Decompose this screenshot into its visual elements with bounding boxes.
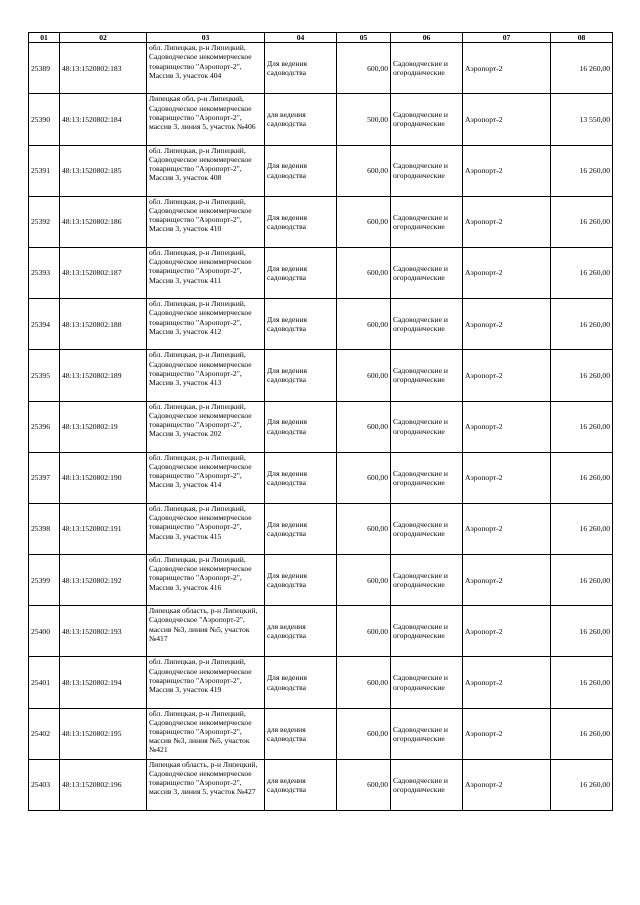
cell-category: Садоводческие и огороднические bbox=[391, 708, 463, 759]
table-row bbox=[29, 299, 613, 350]
cell-purpose: Для ведения садоводства bbox=[265, 43, 337, 94]
cell-cadastral-number: 48:13:1520802:183 bbox=[60, 43, 147, 94]
cell-value: 16 260,00 bbox=[551, 43, 613, 94]
cell-value: 16 260,00 bbox=[551, 196, 613, 247]
cell-cadastral-number: 48:13:1520802:189 bbox=[60, 350, 147, 401]
table-row bbox=[29, 145, 613, 196]
table-header-row bbox=[29, 33, 613, 43]
cell-cadastral-number: 48:13:1520802:196 bbox=[60, 759, 147, 810]
table-row bbox=[29, 503, 613, 554]
cell-zone: Аэропорт-2 bbox=[463, 43, 551, 94]
cell-purpose: Для ведения садоводства bbox=[265, 299, 337, 350]
column-header-02: 02 bbox=[60, 33, 147, 43]
cell-zone: Аэропорт-2 bbox=[463, 759, 551, 810]
cell-number: 25394 bbox=[29, 299, 60, 350]
cell-area: 600,00 bbox=[337, 247, 391, 298]
cell-cadastral-number: 48:13:1520802:188 bbox=[60, 299, 147, 350]
cell-area: 600,00 bbox=[337, 299, 391, 350]
cell-area: 500,00 bbox=[337, 94, 391, 145]
address-text: обл. Липецкая, р-н Липецкий, Садоводческое некоммерческое товарищество "Аэропорт-2", Массив 3, участок 412 bbox=[149, 299, 252, 336]
cell-cadastral-number: 48:13:1520802:193 bbox=[60, 606, 147, 657]
cell-zone: Аэропорт-2 bbox=[463, 145, 551, 196]
cell-area: 600,00 bbox=[337, 145, 391, 196]
cell-category: Садоводческие и огороднические bbox=[391, 350, 463, 401]
cell-value: 16 260,00 bbox=[551, 299, 613, 350]
cell-cadastral-number: 48:13:1520802:192 bbox=[60, 555, 147, 606]
cell-value: 16 260,00 bbox=[551, 503, 613, 554]
cell-purpose: Для ведения садоводства bbox=[265, 196, 337, 247]
table-row bbox=[29, 94, 613, 145]
address-text: обл. Липецкая, р-н Липецкий, Садоводческое некоммерческое товарищество "Аэропорт-2", Массив 3, участок 416 bbox=[149, 555, 252, 592]
cell-area: 600,00 bbox=[337, 401, 391, 452]
cell-address bbox=[147, 43, 265, 94]
table-row bbox=[29, 401, 613, 452]
cell-category: Садоводческие и огороднические bbox=[391, 94, 463, 145]
cell-category: Садоводческие и огороднические bbox=[391, 196, 463, 247]
cell-area: 600,00 bbox=[337, 43, 391, 94]
cell-category: Садоводческие и огороднические bbox=[391, 606, 463, 657]
address-text: Липецкая обл, р-н Липецкий, Садоводческое некоммерческое товарищество "Аэропорт-2", массив 3, линия 5, участок №406 bbox=[149, 94, 256, 131]
table-row bbox=[29, 759, 613, 810]
cell-cadastral-number: 48:13:1520802:186 bbox=[60, 196, 147, 247]
cell-value: 16 260,00 bbox=[551, 657, 613, 708]
cell-cadastral-number: 48:13:1520802:190 bbox=[60, 452, 147, 503]
cell-purpose: Для ведения садоводства bbox=[265, 452, 337, 503]
cell-number: 25396 bbox=[29, 401, 60, 452]
table-row bbox=[29, 452, 613, 503]
table-row bbox=[29, 247, 613, 298]
cell-category: Садоводческие и огороднические bbox=[391, 43, 463, 94]
cell-number: 25401 bbox=[29, 657, 60, 708]
cell-area: 600,00 bbox=[337, 196, 391, 247]
cell-area: 600,00 bbox=[337, 452, 391, 503]
cell-area: 600,00 bbox=[337, 657, 391, 708]
cell-number: 25399 bbox=[29, 555, 60, 606]
cell-category: Садоводческие и огороднические bbox=[391, 145, 463, 196]
cell-number: 25392 bbox=[29, 196, 60, 247]
cell-category: Садоводческие и огороднические bbox=[391, 503, 463, 554]
address-text: обл. Липецкая, р-н Липецкий, Садоводческое некоммерческое товарищество "Аэропорт-2", Массив 3, участок 415 bbox=[149, 503, 252, 541]
cell-purpose: для ведения садоводства bbox=[265, 94, 337, 145]
cell-address bbox=[147, 350, 265, 401]
table-row bbox=[29, 196, 613, 247]
cell-number: 25402 bbox=[29, 708, 60, 759]
cell-purpose: Для ведения садоводства bbox=[265, 401, 337, 452]
cell-area: 600,00 bbox=[337, 350, 391, 401]
cell-cadastral-number: 48:13:1520802:184 bbox=[60, 94, 147, 145]
address-text: обл. Липецкая, р-н Липецкий, Садоводческое некоммерческое товарищество "Аэропорт-2", Массив 3, участок 202 bbox=[149, 401, 252, 439]
cell-category: Садоводческие и огороднические bbox=[391, 657, 463, 708]
column-header-06: 06 bbox=[391, 33, 463, 43]
cell-address bbox=[147, 759, 265, 810]
cell-zone: Аэропорт-2 bbox=[463, 503, 551, 554]
cell-number: 25390 bbox=[29, 94, 60, 145]
table-row bbox=[29, 350, 613, 401]
cell-value: 16 260,00 bbox=[551, 145, 613, 196]
cell-zone: Аэропорт-2 bbox=[463, 606, 551, 657]
address-text: обл. Липецкая, р-н Липецкий, Садоводческое некоммерческое товарищество "Аэропорт-2", Массив 3, участок 410 bbox=[149, 196, 252, 234]
cell-purpose: Для ведения садоводства bbox=[265, 503, 337, 554]
cell-value: 16 260,00 bbox=[551, 350, 613, 401]
table-row bbox=[29, 43, 613, 94]
cell-area: 600,00 bbox=[337, 555, 391, 606]
cell-purpose: Для ведения садоводства bbox=[265, 350, 337, 401]
address-text: обл. Липецкая, р-н Липецкий, Садоводческое некоммерческое товарищество "Аэропорт-2", массив №3, линия №5, участок №421 bbox=[149, 708, 252, 755]
cell-zone: Аэропорт-2 bbox=[463, 94, 551, 145]
cell-number: 25395 bbox=[29, 350, 60, 401]
cell-address bbox=[147, 247, 265, 298]
cell-cadastral-number: 48:13:1520802:191 bbox=[60, 503, 147, 554]
cell-zone: Аэропорт-2 bbox=[463, 350, 551, 401]
cell-value: 16 260,00 bbox=[551, 401, 613, 452]
address-text: обл. Липецкая, р-н Липецкий, Садоводческое некоммерческое товарищество "Аэропорт-2", Массив 3, участок 411 bbox=[149, 247, 252, 285]
cell-zone: Аэропорт-2 bbox=[463, 555, 551, 606]
cell-purpose: для ведения садоводства bbox=[265, 759, 337, 810]
cell-zone: Аэропорт-2 bbox=[463, 299, 551, 350]
cell-number: 25398 bbox=[29, 503, 60, 554]
cell-number: 25400 bbox=[29, 606, 60, 657]
land-plots-table bbox=[28, 32, 613, 811]
cell-address bbox=[147, 606, 265, 657]
cell-value: 16 260,00 bbox=[551, 708, 613, 759]
cell-address bbox=[147, 708, 265, 759]
cell-category: Садоводческие и огороднические bbox=[391, 555, 463, 606]
cell-cadastral-number: 48:13:1520802:185 bbox=[60, 145, 147, 196]
column-header-05: 05 bbox=[337, 33, 391, 43]
cell-purpose: Для ведения садоводства bbox=[265, 657, 337, 708]
cell-cadastral-number: 48:13:1520802:195 bbox=[60, 708, 147, 759]
address-text: Липецкая область, р-н Липецкий, Садоводческое некоммерческое товарищество "Аэропорт-2", массив 3, линия 5, участок №427 bbox=[149, 759, 258, 797]
cell-address bbox=[147, 401, 265, 452]
cell-cadastral-number: 48:13:1520802:19 bbox=[60, 401, 147, 452]
cell-value: 16 260,00 bbox=[551, 759, 613, 810]
cell-value: 16 260,00 bbox=[551, 247, 613, 298]
cell-address bbox=[147, 94, 265, 145]
cell-zone: Аэропорт-2 bbox=[463, 247, 551, 298]
cell-area: 600,00 bbox=[337, 759, 391, 810]
document-page bbox=[28, 32, 613, 811]
cell-address bbox=[147, 555, 265, 606]
table-row bbox=[29, 606, 613, 657]
cell-category: Садоводческие и огороднические bbox=[391, 452, 463, 503]
address-text: обл. Липецкая, р-н Липецкий, Садоводческое некоммерческое товарищество "Аэропорт-2", Массив 3, участок 419 bbox=[149, 657, 252, 695]
cell-category: Садоводческие и огороднические bbox=[391, 247, 463, 298]
cell-number: 25389 bbox=[29, 43, 60, 94]
address-text: обл. Липецкая, р-н Липецкий, Садоводческое некоммерческое товарищество "Аэропорт-2", Массив 3, участок 408 bbox=[149, 145, 252, 183]
column-header-03: 03 bbox=[147, 33, 265, 43]
cell-number: 25393 bbox=[29, 247, 60, 298]
cell-category: Садоводческие и огороднические bbox=[391, 759, 463, 810]
cell-category: Садоводческие и огороднические bbox=[391, 401, 463, 452]
cell-address bbox=[147, 657, 265, 708]
column-header-01: 01 bbox=[29, 33, 60, 43]
cell-number: 25391 bbox=[29, 145, 60, 196]
cell-value: 16 260,00 bbox=[551, 606, 613, 657]
cell-zone: Аэропорт-2 bbox=[463, 401, 551, 452]
cell-area: 600,00 bbox=[337, 606, 391, 657]
address-text: обл. Липецкая, р-н Липецкий, Садоводческое некоммерческое товарищество "Аэропорт-2", Массив 3, участок 413 bbox=[149, 350, 252, 387]
cell-zone: Аэропорт-2 bbox=[463, 452, 551, 503]
cell-purpose: Для ведения садоводства bbox=[265, 555, 337, 606]
cell-purpose: Для ведения садоводства bbox=[265, 247, 337, 298]
cell-area: 600,00 bbox=[337, 708, 391, 759]
cell-value: 16 260,00 bbox=[551, 555, 613, 606]
cell-address bbox=[147, 145, 265, 196]
cell-address bbox=[147, 452, 265, 503]
column-header-08: 08 bbox=[551, 33, 613, 43]
cell-zone: Аэропорт-2 bbox=[463, 657, 551, 708]
table-row bbox=[29, 708, 613, 759]
cell-number: 25403 bbox=[29, 759, 60, 810]
address-text: Липецкая область, р-н Липецкий, Садоводческое "Аэропорт-2", массив №3, линия №5, участок №417 bbox=[149, 606, 258, 643]
cell-purpose: для ведения садоводства bbox=[265, 606, 337, 657]
cell-zone: Аэропорт-2 bbox=[463, 708, 551, 759]
cell-address bbox=[147, 196, 265, 247]
table-row bbox=[29, 555, 613, 606]
cell-address bbox=[147, 503, 265, 554]
cell-category: Садоводческие и огороднические bbox=[391, 299, 463, 350]
column-header-07: 07 bbox=[463, 33, 551, 43]
address-text: обл. Липецкая, р-н Липецкий, Садоводческое некоммерческое товарищество "Аэропорт-2", Массив 3, участок 404 bbox=[149, 43, 252, 80]
cell-purpose: для ведения садоводства bbox=[265, 708, 337, 759]
cell-value: 16 260,00 bbox=[551, 452, 613, 503]
cell-area: 600,00 bbox=[337, 503, 391, 554]
cell-cadastral-number: 48:13:1520802:194 bbox=[60, 657, 147, 708]
cell-number: 25397 bbox=[29, 452, 60, 503]
table-row bbox=[29, 657, 613, 708]
cell-purpose: Для ведения садоводства bbox=[265, 145, 337, 196]
column-header-04: 04 bbox=[265, 33, 337, 43]
address-text: обл. Липецкая, р-н Липецкий, Садоводческое некоммерческое товарищество "Аэропорт-2", Массив 3, участок 414 bbox=[149, 452, 252, 490]
cell-cadastral-number: 48:13:1520802:187 bbox=[60, 247, 147, 298]
cell-address bbox=[147, 299, 265, 350]
cell-zone: Аэропорт-2 bbox=[463, 196, 551, 247]
cell-value: 13 550,00 bbox=[551, 94, 613, 145]
